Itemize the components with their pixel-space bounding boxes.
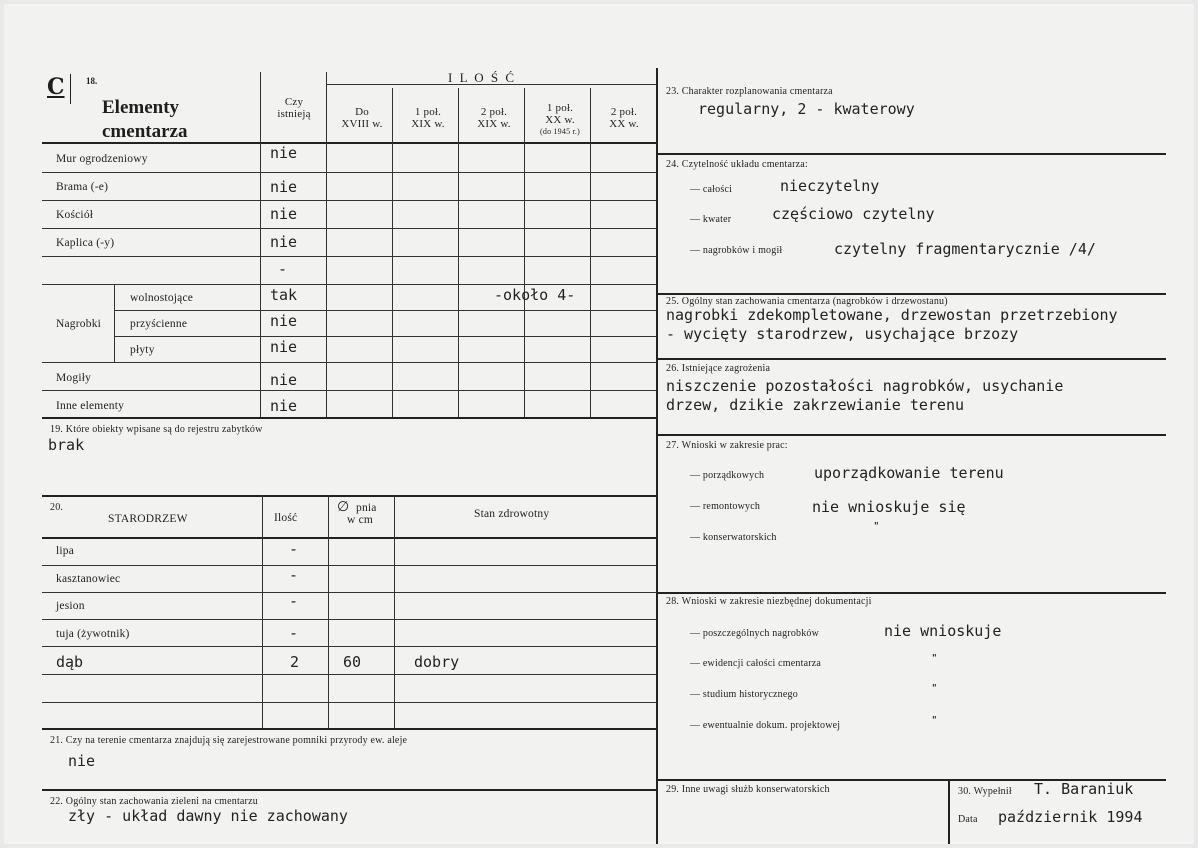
period-1-l2: XIX w.	[411, 118, 445, 130]
q28-item-label: — ewentualnie dokum. projektowej	[690, 720, 841, 731]
q24-item-label: — całości	[690, 184, 733, 195]
period-0-l2: XVIII w.	[341, 118, 383, 130]
row-line	[42, 646, 656, 647]
q22-label: 22. Ogólny stan zachowania zieleni na cmentarzu	[50, 796, 258, 807]
q21-value: nie	[68, 752, 96, 770]
q30-date-value: październik 1994	[998, 808, 1143, 826]
q20-number: 20.	[50, 502, 64, 513]
q26-bottom-line	[658, 434, 1166, 436]
element-label: Mogiły	[56, 372, 92, 384]
q25-line-1: nagrobki zdekompletowane, drzewostan przetrzebiony	[666, 306, 1118, 324]
nagrobki-exists: nie	[270, 312, 298, 330]
q30-label: 30. Wypełnił	[958, 786, 1012, 797]
q30-value: T. Baraniuk	[1034, 780, 1134, 798]
q29-q30-divider	[948, 779, 950, 844]
nagrobki-exists: nie	[270, 338, 298, 356]
period-4-l1: 2 poł.	[610, 106, 638, 118]
row-line	[42, 592, 656, 593]
q24-label: 24. Czytelność układu cmentarza:	[666, 159, 808, 170]
q20-header-diam-l2: w cm	[347, 514, 374, 526]
element-label: Kościół	[56, 209, 94, 221]
q28-label: 28. Wnioski w zakresie niezbędnej dokumentacji	[666, 596, 872, 607]
period-1-l1: 1 poł.	[414, 106, 442, 118]
tree-name: jesion	[56, 600, 85, 612]
period-3-l3: (do 1945 r.)	[540, 127, 580, 136]
row-line	[42, 228, 656, 229]
table-bottom-line	[42, 417, 656, 419]
element-label: Kaplica (-y)	[56, 237, 115, 249]
q28-ditto-mark: "	[932, 684, 937, 694]
row-line	[114, 310, 656, 311]
tree-name: lipa	[56, 545, 75, 557]
row-line	[42, 674, 656, 675]
element-label: Mur ogrodzeniowy	[56, 153, 148, 165]
col-exists-l1: Czy	[284, 96, 304, 108]
q24-bottom-line	[658, 293, 1166, 295]
element-exists: nie	[270, 371, 298, 389]
tree-count: -	[289, 566, 299, 584]
element-exists: -	[278, 260, 288, 278]
q20-col-line	[262, 495, 263, 729]
period-header-4	[592, 106, 656, 130]
tree-count: -	[289, 592, 299, 610]
col-line-p1	[392, 88, 393, 417]
nagrobki-exists: tak	[270, 286, 298, 304]
nagrobki-divider	[114, 284, 115, 362]
inventory-card	[4, 4, 1194, 844]
element-exists: nie	[270, 144, 298, 162]
q23-bottom-line	[658, 153, 1166, 155]
q20-header-count: Ilość	[274, 512, 298, 524]
period-header-0	[329, 106, 395, 130]
q24-item-label: — nagrobków i mogił	[690, 245, 783, 256]
element-exists: nie	[270, 205, 298, 223]
row-line	[42, 284, 656, 285]
title-line-1: Elementy	[102, 97, 180, 118]
q27-item-value: uporządkowanie terenu	[814, 464, 1004, 482]
title-line-2: cmentarza	[102, 121, 188, 142]
q28-item-label: — poszczególnych nagrobków	[690, 628, 820, 639]
col-line-p3	[524, 88, 525, 417]
q25-line-2: - wycięty starodrzew, usychające brzozy	[666, 325, 1019, 343]
q23-label: 23. Charakter rozplanowania cmentarza	[666, 86, 833, 97]
q27-label: 27. Wnioski w zakresie prac:	[666, 440, 788, 451]
col-line-p2	[458, 88, 459, 417]
row-line	[42, 362, 656, 363]
q26-label: 26. Istniejące zagrożenia	[666, 363, 771, 374]
tree-name: tuja (żywotnik)	[56, 628, 130, 640]
period-header-3	[527, 102, 593, 138]
tree-count: 2	[290, 653, 300, 671]
period-3-l1: 1 poł.	[546, 102, 574, 114]
q20-bottom-line	[42, 728, 656, 730]
element-exists: nie	[270, 233, 298, 251]
nagrobki-type: płyty	[130, 344, 155, 356]
ilosc-header: I L O Ś Ć	[448, 70, 517, 85]
row-line	[42, 565, 656, 566]
section-letter: C	[47, 74, 65, 100]
element-exists: nie	[270, 397, 298, 415]
row-line	[42, 702, 656, 703]
row-line	[42, 172, 656, 173]
q20-header-diam-l1: pnia	[356, 502, 377, 514]
element-exists: nie	[270, 178, 298, 196]
q20-top-line	[42, 495, 656, 497]
q25-bottom-line	[658, 358, 1166, 360]
q19-label: 19. Które obiekty wpisane są do rejestru zabytków	[50, 424, 263, 435]
col-line-exists	[260, 72, 261, 417]
period-header-1	[395, 106, 461, 130]
q27-item-label: — porządkowych	[690, 470, 765, 481]
nagrobki-type: wolnostojące	[130, 292, 194, 304]
nagrobki-type: przyścienne	[130, 318, 188, 330]
nagrobki-count-note: -około 4-	[494, 286, 576, 304]
header-bottom-line	[42, 142, 656, 144]
q26-line-1: niszczenie pozostałości nagrobków, usychanie	[666, 377, 1064, 395]
q25-label: 25. Ogólny stan zachowania cmentarza (nagrobków i drzewostanu)	[666, 296, 948, 307]
tree-health: dobry	[414, 653, 460, 671]
period-header-2	[461, 106, 527, 130]
q19-value: brak	[48, 436, 85, 454]
col-exists-header	[259, 96, 329, 120]
q24-item-value: nieczytelny	[780, 177, 880, 195]
row-line	[42, 200, 656, 201]
period-2-l1: 2 poł.	[480, 106, 508, 118]
q20-header-name: STARODRZEW	[108, 513, 188, 525]
q21-label: 21. Czy na terenie cmentarza znajdują się zarejestrowane pomniki przyrody ew. aleje	[50, 735, 408, 746]
q20-header-line	[42, 537, 656, 539]
q24-item-label: — kwater	[690, 214, 732, 225]
q26-line-2: drzew, dzikie zakrzewianie terenu	[666, 396, 965, 414]
col-line-p0	[326, 72, 327, 417]
tree-name: kasztanowiec	[56, 573, 121, 585]
tree-diameter: 60	[343, 653, 362, 671]
q24-item-value: częściowo czytelny	[772, 205, 935, 223]
row-line	[42, 619, 656, 620]
period-2-l2: XIX w.	[477, 118, 511, 130]
row-line	[114, 336, 656, 337]
q24-item-value: czytelny fragmentarycznie /4/	[834, 240, 1096, 258]
section-letter-box	[44, 74, 71, 104]
q28-item-value: nie wnioskuje	[884, 622, 1002, 640]
row-line	[42, 256, 656, 257]
tree-count: -	[289, 540, 299, 558]
center-divider	[656, 68, 658, 844]
q20-col-line	[394, 495, 395, 729]
q27-item-label: — konserwatorskich	[690, 532, 777, 543]
ilosc-top-line	[326, 84, 656, 85]
tree-count: -	[289, 624, 299, 642]
col-line-p4	[590, 88, 591, 417]
row-line	[42, 390, 656, 391]
element-label: Inne elementy	[56, 400, 125, 412]
period-3-l2: XX w.	[545, 114, 575, 126]
q27-bottom-line	[658, 592, 1166, 594]
q28-item-label: — studium historycznego	[690, 689, 798, 700]
period-4-l2: XX w.	[609, 118, 639, 130]
section-title	[102, 96, 187, 144]
q29-label: 29. Inne uwagi służb konserwatorskich	[666, 784, 830, 795]
col-exists-l2: istnieją	[277, 108, 311, 120]
q30-date-label: Data	[958, 814, 978, 825]
q20-header-health: Stan zdrowotny	[474, 508, 550, 520]
period-0-l1: Do	[355, 106, 369, 118]
diameter-icon: ∅	[337, 499, 350, 515]
q27-item-value: nie wnioskuje się	[812, 498, 966, 516]
q28-ditto-mark: "	[932, 654, 937, 664]
q22-top-line	[42, 789, 656, 791]
q27-item-label: — remontowych	[690, 501, 761, 512]
q23-value: regularny, 2 - kwaterowy	[698, 100, 915, 118]
element-label: Brama (-e)	[56, 181, 109, 193]
q20-col-line	[328, 495, 329, 729]
section-number: 18.	[86, 76, 98, 86]
q28-item-label: — ewidencji całości cmentarza	[690, 658, 822, 669]
q28-ditto-mark: "	[932, 716, 937, 726]
nagrobki-label: Nagrobki	[56, 318, 102, 330]
q27-ditto-mark: "	[874, 522, 879, 532]
q22-value: zły - układ dawny nie zachowany	[68, 807, 348, 825]
tree-name: dąb	[56, 653, 84, 671]
